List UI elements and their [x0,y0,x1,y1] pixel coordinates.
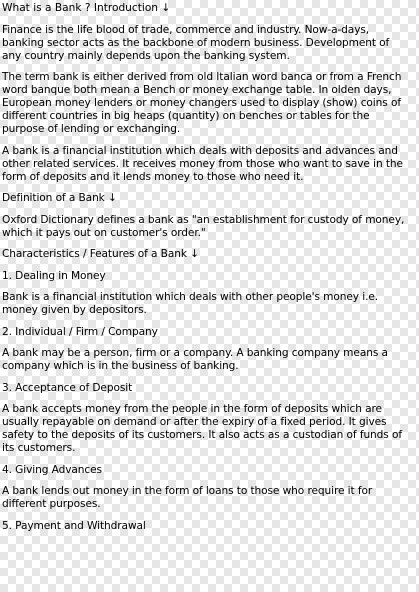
paragraph-dealing-in-money [2,291,417,317]
paragraph-definition-general [2,145,417,184]
paragraph-spacing [2,283,417,292]
paragraph-spacing [2,511,417,520]
paragraph-line: its customers. [2,442,76,454]
paragraph-spacing [2,205,417,214]
heading-text: 3. Acceptance of Deposit [2,381,133,394]
heading-text: Definition of a Bank ↓ [2,192,117,204]
heading-individual-firm-company [2,326,417,339]
paragraph-line: money given by depositors. [2,304,147,316]
heading-text: Characteristics / Features of a Bank ↓ [2,248,199,260]
heading-text: 4. Giving Advances [2,463,102,476]
paragraph-line: Bank is a financial institution which deals with other people's money i.e. [2,291,379,303]
paragraph-line: A bank lends out money in the form of loans to those who require it for [2,485,373,497]
paragraph-line: safety to the deposits of its customers. It also acts as a custodian of funds of [2,429,402,441]
paragraph-line: European money lenders or money changers used to display (show) coins of [2,97,401,109]
heading-acceptance-of-deposit [2,382,417,395]
paragraph-line: any country mainly depends upon the banking system. [2,49,290,62]
paragraph-line: A bank is a financial institution which deals with deposits and advances and [2,144,398,157]
document-page [2,0,417,533]
paragraph-spacing [2,184,417,193]
paragraph-spacing [2,63,417,72]
document-body [2,24,417,533]
paragraph-giving-advances [2,485,417,511]
paragraph-line: other related services. It receives money from those who want to save in the [2,157,403,170]
heading-characteristics [2,248,417,261]
paragraph-line: Finance is the life blood of trade, commerce and industry. Now-a-days, [2,23,370,36]
paragraph-spacing [2,317,417,326]
paragraph-line: A bank accepts money from the people in the form of deposits which are [2,403,382,415]
heading-text: 1. Dealing in Money [2,269,106,282]
paragraph-line: Oxford Dictionary defines a bank as "an establishment for custody of money, [2,213,405,226]
paragraph-spacing [2,395,417,404]
paragraph-line: purpose of lending or exchanging. [2,123,181,135]
heading-dealing-in-money [2,270,417,283]
paragraph-line: The term bank is either derived from old Italian word banca or from a French [2,71,402,83]
paragraph-spacing [2,477,417,486]
paragraph-line: company which is in the business of banking. [2,360,239,372]
paragraph-acceptance-of-deposit [2,403,417,455]
paragraph-origin [2,71,417,136]
paragraph-spacing [2,455,417,464]
paragraph-line: form of deposits and it lends money to those who need it. [2,170,304,183]
paragraph-line: different purposes. [2,498,101,510]
heading-giving-advances [2,464,417,477]
paragraph-intro [2,24,417,63]
paragraph-line: word banque both mean a Bench or money exchange table. In olden days, [2,84,392,96]
paragraph-individual-firm-company [2,347,417,373]
paragraph-line: A bank may be a person, firm or a company. A banking company means a [2,347,388,359]
paragraph-line: different countries in big heaps (quantity) on benches or tables for the [2,110,370,122]
paragraph-line: usually repayable on demand or after the expiry of a fixed period. It gives [2,416,387,428]
document-title: What is a Bank ? Introduction ↓ [2,2,171,14]
paragraph-spacing [2,136,417,145]
paragraph-spacing [2,339,417,348]
paragraph-spacing [2,261,417,270]
heading-text: 2. Individual / Firm / Company [2,325,158,338]
paragraph-spacing [2,240,417,249]
paragraph-oxford [2,214,417,240]
heading-text: 5. Payment and Withdrawal [2,519,146,532]
paragraph-spacing [2,373,417,382]
paragraph-line: banking sector acts as the backbone of modern business. Development of [2,36,390,49]
heading-definition [2,192,417,205]
paragraph-line: which it pays out on customer's order." [2,226,206,239]
heading-payment-and-withdrawal [2,520,417,533]
